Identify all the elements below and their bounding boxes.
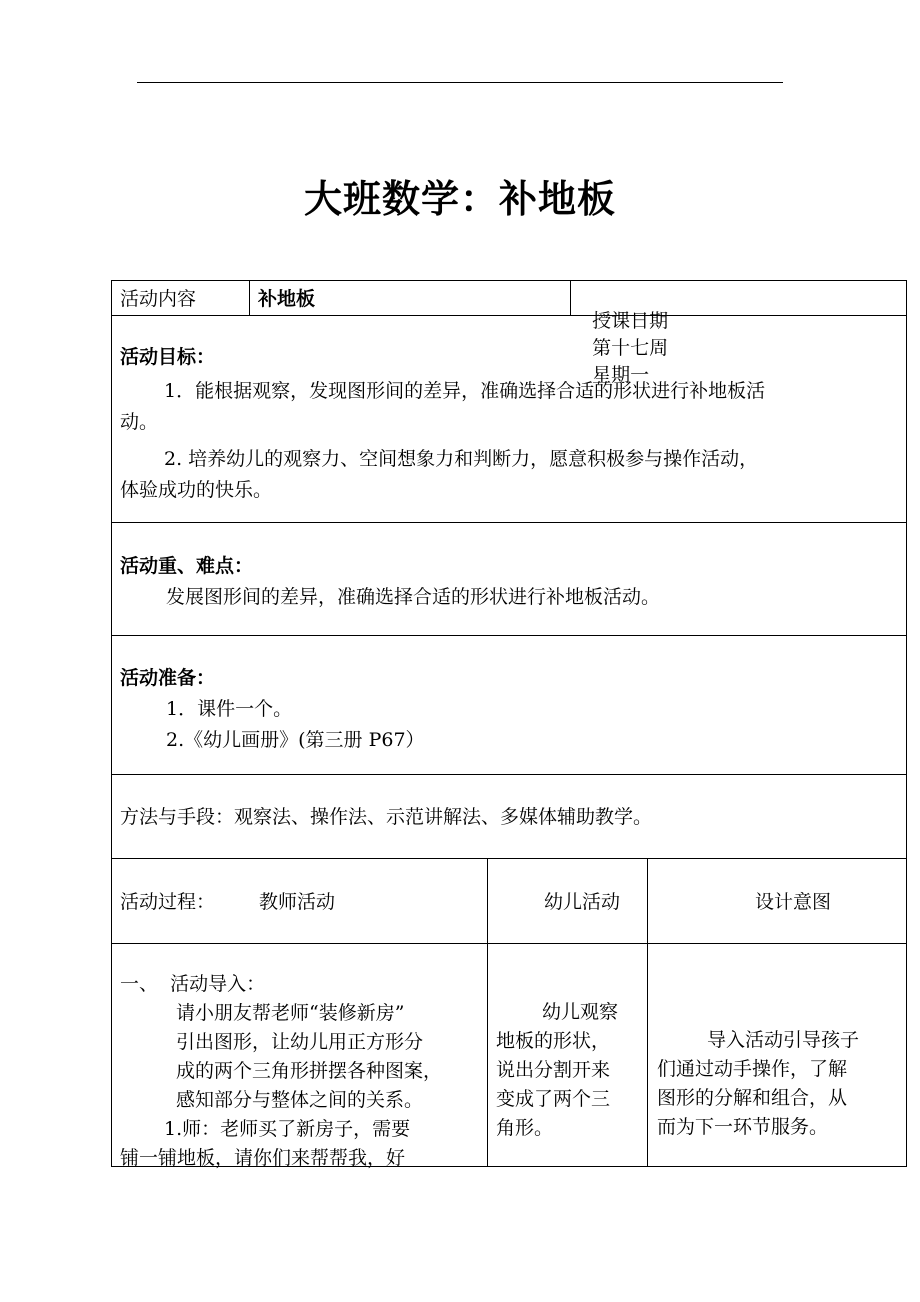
design-intent-cell [657,1026,902,1142]
intent-line: 图形的分解和组合，从 [657,1087,848,1109]
key-points-heading: 活动重、难点： [120,555,254,577]
day-value: 星期一 [592,364,650,386]
teacher-line: 成的两个三角形拼摆各种图案， [176,1060,443,1082]
teacher-line: 1.师：老师买了新房子，需要 [164,1118,411,1140]
child-line: 幼儿观察 [542,1001,619,1023]
teacher-line: 一、 活动导入： [120,973,266,995]
child-activity-header: 幼儿活动 [544,891,621,913]
preparation-section [120,663,900,756]
child-line: 说出分割开来 [496,1059,611,1081]
intent-line: 们通过动手操作，了解 [657,1058,848,1080]
preparation-item-2: 2.《幼儿画册》(第三册 P67） [166,729,425,751]
process-label: 活动过程： [120,891,216,913]
row-divider [111,858,907,859]
col-divider [249,280,250,315]
teacher-line: 铺一铺地板，请你们来帮帮我，好 [120,1147,406,1169]
teacher-line: 感知部分与整体之间的关系。 [176,1089,424,1111]
row-divider [111,522,907,523]
row-divider [111,943,907,944]
content-value: 补地板 [258,288,316,310]
goal-item-1-line-2: 动。 [120,411,159,433]
goal-item-2-line-1: 2. 培养幼儿的观察力、空间想象力和判断力，愿意积极参与操作活动， [164,448,759,470]
col-divider [570,280,571,315]
preparation-item-1: 1．课件一个。 [166,698,293,720]
goal-item-2-line-2: 体验成功的快乐。 [120,479,273,501]
preparation-heading: 活动准备： [120,667,216,689]
content-label: 活动内容 [120,288,197,310]
col-divider [487,858,488,1167]
col-divider [647,858,648,1167]
teacher-line: 引出图形，让幼儿用正方形分 [176,1031,424,1053]
method-text: 方法与手段：观察法、操作法、示范讲解法、多媒体辅助教学。 [120,806,653,828]
intent-line: 而为下一环节服务。 [657,1116,829,1138]
child-line: 角形。 [496,1117,554,1139]
child-activity-cell [496,998,644,1143]
design-intent-header: 设计意图 [755,891,832,913]
intent-line: 导入活动引导孩子 [707,1029,860,1051]
goals-section [120,342,900,506]
teacher-activity-header: 教师活动 [259,891,336,913]
row-divider [111,774,907,775]
key-points-section [120,551,900,613]
child-line: 变成了两个三 [496,1088,611,1110]
row-divider [111,635,907,636]
child-line: 地板的形状， [496,1030,611,1052]
date-label: 授课日期 [592,310,669,332]
goal-item-1-line-1: 1．能根据观察，发现图形间的差异，准确选择合适的形状进行补地板活 [164,380,766,402]
goals-heading: 活动目标： [120,346,216,368]
page-title: 大班数学：补地板 [303,177,616,221]
teacher-activity-cell [120,970,482,1173]
header-rule [137,82,783,83]
row-divider [111,315,907,316]
teacher-line: 请小朋友帮老师“装修新房” [176,1002,405,1024]
week-value: 第十七周 [592,337,669,359]
key-points-text: 发展图形间的差异，准确选择合适的形状进行补地板活动。 [166,586,661,608]
